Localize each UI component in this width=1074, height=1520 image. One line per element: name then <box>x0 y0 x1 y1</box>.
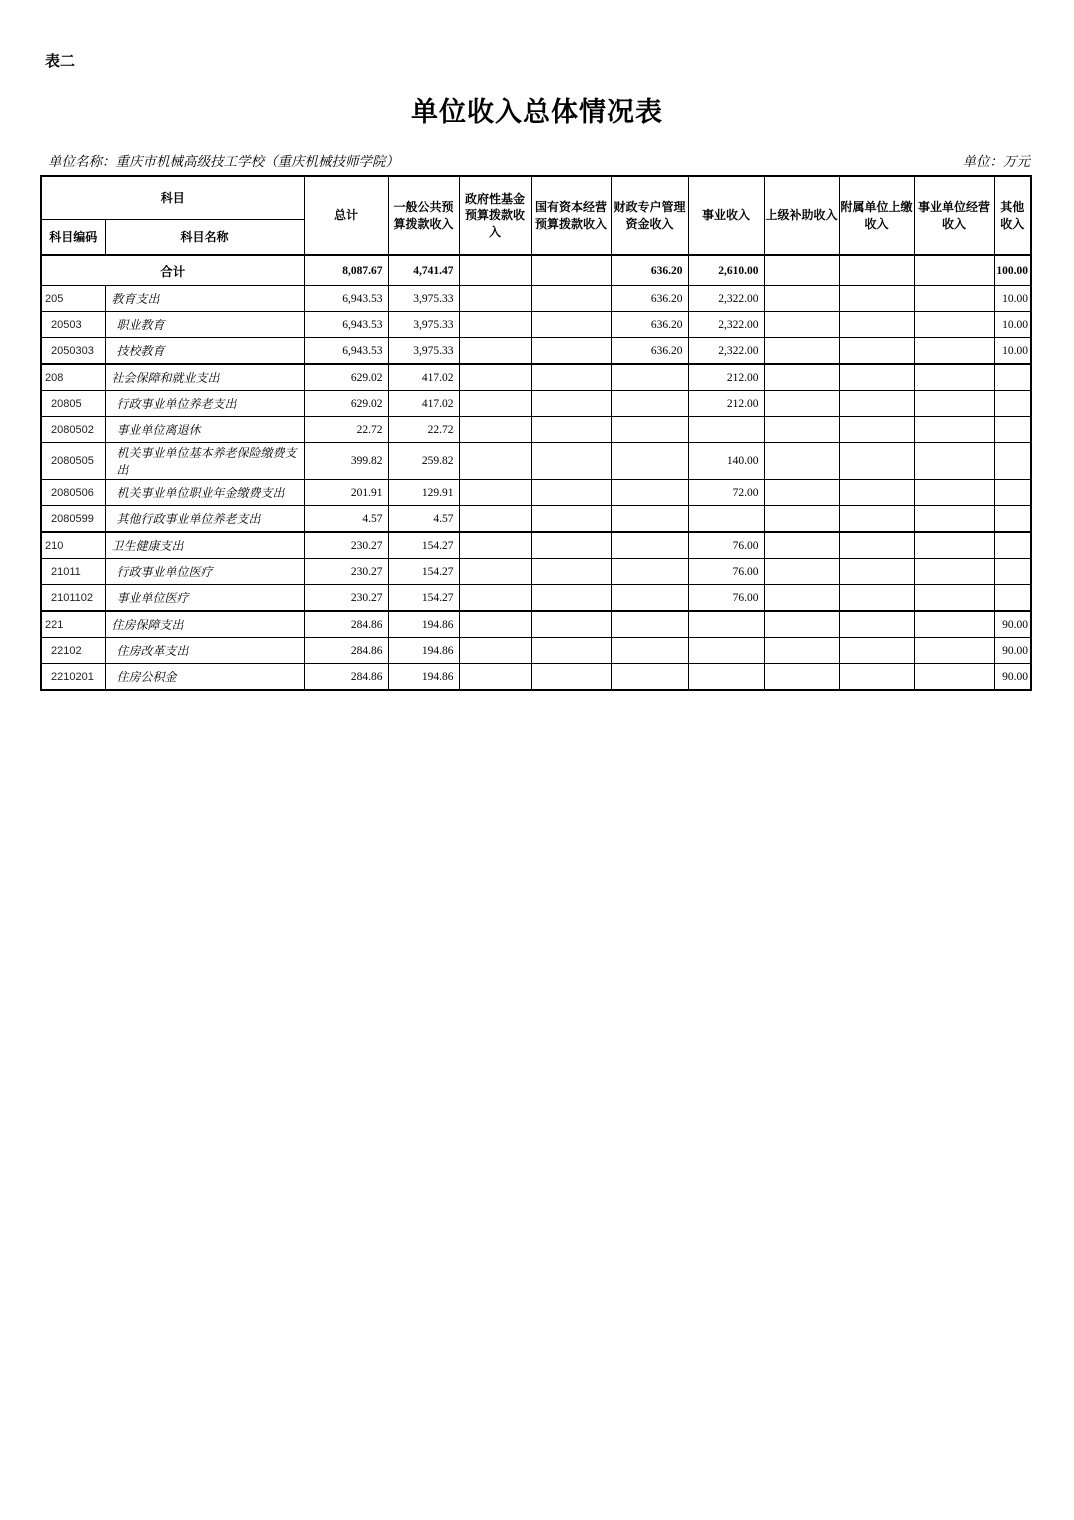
table-row <box>41 417 1031 443</box>
value-cell <box>459 364 531 391</box>
value-cell: 2,610.00 <box>688 255 764 286</box>
value-cell <box>914 638 994 664</box>
table-row <box>41 338 1031 365</box>
value-cell <box>764 506 839 533</box>
value-cell: 636.20 <box>611 286 688 312</box>
value-cell <box>688 506 764 533</box>
subject-code-cell: 2101102 <box>41 585 105 612</box>
value-cell: 8,087.67 <box>304 255 388 286</box>
value-cell <box>611 664 688 691</box>
value-cell: 230.27 <box>304 532 388 559</box>
value-cell <box>611 417 688 443</box>
value-cell <box>531 480 611 506</box>
value-cell <box>611 391 688 417</box>
value-cell <box>531 391 611 417</box>
value-cell <box>914 506 994 533</box>
value-cell: 4.57 <box>388 506 459 533</box>
value-cell <box>914 312 994 338</box>
value-cell <box>839 559 914 585</box>
value-cell <box>839 585 914 612</box>
value-cell <box>914 417 994 443</box>
value-cell <box>531 532 611 559</box>
value-cell <box>994 391 1031 417</box>
col-header-gov-fund-budget: 政府性基金预算拨款收入 <box>459 176 531 255</box>
subject-name-cell: 职业教育 <box>105 312 304 338</box>
value-cell: 76.00 <box>688 585 764 612</box>
table-row <box>41 611 1031 638</box>
value-cell: 194.86 <box>388 638 459 664</box>
subject-name-cell: 技校教育 <box>105 338 304 365</box>
value-cell <box>531 255 611 286</box>
value-cell: 4,741.47 <box>388 255 459 286</box>
subject-name-cell: 住房保障支出 <box>105 611 304 638</box>
value-cell <box>839 286 914 312</box>
value-cell <box>764 391 839 417</box>
value-cell <box>839 611 914 638</box>
value-cell: 636.20 <box>611 338 688 365</box>
value-cell <box>611 532 688 559</box>
value-cell <box>994 364 1031 391</box>
value-cell <box>688 664 764 691</box>
value-cell: 636.20 <box>611 312 688 338</box>
value-cell <box>764 638 839 664</box>
subject-code-cell: 20503 <box>41 312 105 338</box>
value-cell <box>994 417 1031 443</box>
value-cell <box>839 506 914 533</box>
subject-code-cell: 2080502 <box>41 417 105 443</box>
subject-name-cell: 住房公积金 <box>105 664 304 691</box>
value-cell <box>531 312 611 338</box>
subject-code-cell: 2080506 <box>41 480 105 506</box>
subject-name-cell: 行政事业单位养老支出 <box>105 391 304 417</box>
value-cell: 201.91 <box>304 480 388 506</box>
subject-code-cell: 21011 <box>41 559 105 585</box>
value-cell <box>839 417 914 443</box>
value-cell <box>914 480 994 506</box>
value-cell <box>839 338 914 365</box>
value-cell: 284.86 <box>304 638 388 664</box>
col-header-subject: 科目 <box>41 176 304 220</box>
value-cell <box>839 312 914 338</box>
value-cell <box>914 664 994 691</box>
value-cell <box>459 417 531 443</box>
table-row <box>41 664 1031 691</box>
value-cell <box>839 532 914 559</box>
table-row <box>41 312 1031 338</box>
value-cell: 399.82 <box>304 443 388 480</box>
col-header-general-public-budget: 一般公共预算拨款收入 <box>388 176 459 255</box>
value-cell <box>914 443 994 480</box>
value-cell: 230.27 <box>304 585 388 612</box>
subject-name-cell: 事业单位医疗 <box>105 585 304 612</box>
value-cell <box>839 255 914 286</box>
value-cell <box>459 532 531 559</box>
value-cell <box>994 443 1031 480</box>
value-cell <box>914 559 994 585</box>
table-body <box>41 255 1031 690</box>
table-row <box>41 638 1031 664</box>
value-cell: 629.02 <box>304 391 388 417</box>
value-cell <box>611 364 688 391</box>
subject-code-cell: 2080599 <box>41 506 105 533</box>
sheet-label: 表二 <box>45 53 76 70</box>
total-label: 合计 <box>41 255 304 286</box>
income-table <box>40 175 1032 691</box>
subject-name-cell: 机关事业单位职业年金缴费支出 <box>105 480 304 506</box>
value-cell <box>839 364 914 391</box>
value-cell: 230.27 <box>304 559 388 585</box>
value-cell <box>839 443 914 480</box>
col-header-other-income: 其他收入 <box>994 176 1031 255</box>
col-header-operating-income: 事业收入 <box>688 176 764 255</box>
value-cell <box>459 443 531 480</box>
value-cell: 76.00 <box>688 559 764 585</box>
value-cell <box>459 338 531 365</box>
subject-code-cell: 2210201 <box>41 664 105 691</box>
value-cell: 2,322.00 <box>688 338 764 365</box>
value-cell <box>611 506 688 533</box>
table-row <box>41 391 1031 417</box>
value-cell <box>459 559 531 585</box>
value-cell <box>531 338 611 365</box>
value-cell: 154.27 <box>388 532 459 559</box>
table-row <box>41 364 1031 391</box>
value-cell <box>994 506 1031 533</box>
col-header-business-operation: 事业单位经营收入 <box>914 176 994 255</box>
value-cell: 212.00 <box>688 364 764 391</box>
value-cell <box>611 585 688 612</box>
value-cell: 90.00 <box>994 611 1031 638</box>
value-cell <box>459 664 531 691</box>
table-row <box>41 532 1031 559</box>
value-cell <box>531 559 611 585</box>
value-cell <box>611 559 688 585</box>
value-cell: 10.00 <box>994 312 1031 338</box>
value-cell: 629.02 <box>304 364 388 391</box>
subject-name-cell: 行政事业单位医疗 <box>105 559 304 585</box>
value-cell <box>764 559 839 585</box>
value-cell <box>764 585 839 612</box>
subject-name-cell: 住房改革支出 <box>105 638 304 664</box>
value-cell: 90.00 <box>994 638 1031 664</box>
col-header-subject-name: 科目名称 <box>105 220 304 256</box>
value-cell <box>914 364 994 391</box>
value-cell <box>611 611 688 638</box>
value-cell <box>688 638 764 664</box>
value-cell <box>531 443 611 480</box>
value-cell <box>994 532 1031 559</box>
value-cell: 6,943.53 <box>304 312 388 338</box>
table-row <box>41 506 1031 533</box>
table-row <box>41 559 1031 585</box>
value-cell: 4.57 <box>304 506 388 533</box>
value-cell <box>914 338 994 365</box>
value-cell: 6,943.53 <box>304 286 388 312</box>
value-cell <box>764 338 839 365</box>
value-cell <box>764 480 839 506</box>
subject-name-cell: 其他行政事业单位养老支出 <box>105 506 304 533</box>
value-cell <box>531 611 611 638</box>
value-cell <box>688 611 764 638</box>
col-header-fiscal-account-funds: 财政专户管理资金收入 <box>611 176 688 255</box>
value-cell <box>839 638 914 664</box>
table-meta-row <box>48 150 1030 170</box>
value-cell <box>764 286 839 312</box>
value-cell <box>459 585 531 612</box>
table-header <box>41 176 1031 255</box>
value-cell <box>914 391 994 417</box>
col-header-state-capital-budget: 国有资本经营预算拨款收入 <box>531 176 611 255</box>
col-header-superior-subsidy: 上级补助收入 <box>764 176 839 255</box>
value-cell <box>531 417 611 443</box>
value-cell <box>611 638 688 664</box>
value-cell: 72.00 <box>688 480 764 506</box>
value-cell: 140.00 <box>688 443 764 480</box>
subject-code-cell: 221 <box>41 611 105 638</box>
value-cell: 100.00 <box>994 255 1031 286</box>
value-cell <box>459 638 531 664</box>
value-cell: 2,322.00 <box>688 312 764 338</box>
subject-name-cell: 机关事业单位基本养老保险缴费支出 <box>105 443 304 480</box>
subject-code-cell: 205 <box>41 286 105 312</box>
value-cell: 284.86 <box>304 664 388 691</box>
unit-measure-label: 单位：万元 <box>962 154 1030 169</box>
subject-name-cell: 卫生健康支出 <box>105 532 304 559</box>
value-cell <box>764 443 839 480</box>
table-row <box>41 443 1031 480</box>
total-row <box>41 255 1031 286</box>
value-cell: 129.91 <box>388 480 459 506</box>
value-cell <box>611 480 688 506</box>
value-cell <box>459 255 531 286</box>
value-cell: 636.20 <box>611 255 688 286</box>
value-cell <box>764 532 839 559</box>
value-cell <box>764 417 839 443</box>
value-cell <box>764 364 839 391</box>
subject-name-cell: 社会保障和就业支出 <box>105 364 304 391</box>
value-cell <box>459 611 531 638</box>
value-cell <box>531 664 611 691</box>
value-cell: 76.00 <box>688 532 764 559</box>
table-row <box>41 585 1031 612</box>
subject-code-cell: 2050303 <box>41 338 105 365</box>
value-cell <box>994 480 1031 506</box>
value-cell <box>688 417 764 443</box>
value-cell: 3,975.33 <box>388 312 459 338</box>
value-cell <box>531 506 611 533</box>
value-cell: 2,322.00 <box>688 286 764 312</box>
value-cell: 417.02 <box>388 391 459 417</box>
value-cell <box>531 364 611 391</box>
value-cell: 194.86 <box>388 611 459 638</box>
value-cell: 259.82 <box>388 443 459 480</box>
subject-code-cell: 20805 <box>41 391 105 417</box>
value-cell <box>764 611 839 638</box>
col-header-total: 总计 <box>304 176 388 255</box>
subject-code-cell: 210 <box>41 532 105 559</box>
col-header-subject-code: 科目编码 <box>41 220 105 256</box>
value-cell <box>839 391 914 417</box>
value-cell <box>459 506 531 533</box>
value-cell <box>914 255 994 286</box>
value-cell: 154.27 <box>388 559 459 585</box>
value-cell <box>914 286 994 312</box>
value-cell: 417.02 <box>388 364 459 391</box>
value-cell: 154.27 <box>388 585 459 612</box>
value-cell: 22.72 <box>388 417 459 443</box>
value-cell <box>914 532 994 559</box>
value-cell <box>994 585 1031 612</box>
value-cell: 3,975.33 <box>388 338 459 365</box>
value-cell: 6,943.53 <box>304 338 388 365</box>
value-cell: 194.86 <box>388 664 459 691</box>
unit-name-label: 单位名称：重庆市机械高级技工学校（重庆机械技师学院） <box>48 154 399 169</box>
value-cell <box>531 286 611 312</box>
value-cell <box>611 443 688 480</box>
table-row <box>41 286 1031 312</box>
value-cell: 284.86 <box>304 611 388 638</box>
subject-name-cell: 事业单位离退休 <box>105 417 304 443</box>
value-cell <box>459 312 531 338</box>
value-cell <box>914 611 994 638</box>
value-cell: 10.00 <box>994 338 1031 365</box>
value-cell <box>764 664 839 691</box>
value-cell: 22.72 <box>304 417 388 443</box>
value-cell <box>459 286 531 312</box>
value-cell <box>839 480 914 506</box>
subject-name-cell: 教育支出 <box>105 286 304 312</box>
value-cell <box>459 480 531 506</box>
subject-code-cell: 208 <box>41 364 105 391</box>
table-row <box>41 480 1031 506</box>
value-cell <box>531 638 611 664</box>
col-header-affiliated-unit-remit: 附属单位上缴收入 <box>839 176 914 255</box>
value-cell: 3,975.33 <box>388 286 459 312</box>
value-cell <box>914 585 994 612</box>
value-cell <box>764 255 839 286</box>
value-cell: 90.00 <box>994 664 1031 691</box>
value-cell <box>459 391 531 417</box>
page-title: 单位收入总体情况表 <box>411 97 663 127</box>
value-cell <box>839 664 914 691</box>
value-cell <box>994 559 1031 585</box>
value-cell: 10.00 <box>994 286 1031 312</box>
subject-code-cell: 2080505 <box>41 443 105 480</box>
value-cell <box>531 585 611 612</box>
subject-code-cell: 22102 <box>41 638 105 664</box>
value-cell <box>764 312 839 338</box>
value-cell: 212.00 <box>688 391 764 417</box>
